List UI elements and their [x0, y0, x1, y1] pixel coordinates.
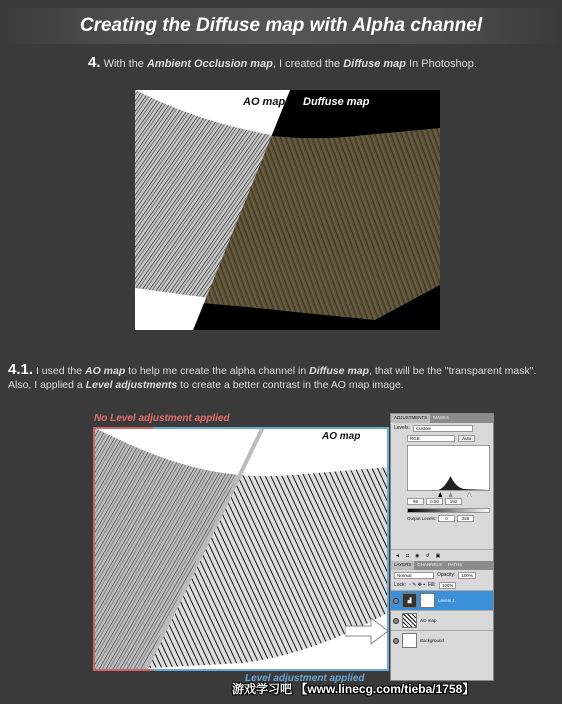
back-icon[interactable]: ◄ — [395, 552, 400, 559]
channel-select[interactable]: RGB — [407, 435, 455, 442]
step41-text-part: I used the — [33, 365, 85, 377]
step41-text-part: to create a better contrast in the AO map image. — [177, 379, 404, 391]
visibility-eye-icon[interactable] — [393, 598, 399, 604]
layer-ao-map[interactable] — [391, 610, 493, 630]
step41-term-diffuse: Diffuse map — [309, 365, 370, 377]
output-black-field[interactable]: 0 — [438, 515, 455, 522]
step4-text — [88, 54, 477, 71]
input-levels-slider[interactable] — [407, 492, 490, 497]
layer-thumb — [402, 633, 417, 648]
levels-histogram — [407, 445, 490, 491]
layers-tabs — [391, 561, 493, 570]
layer-thumb — [402, 613, 417, 628]
photoshop-adjustments-panel — [390, 413, 494, 681]
step41-text — [8, 363, 554, 392]
adjustments-icon-row — [391, 549, 493, 561]
fill-field[interactable]: 100% — [439, 582, 457, 589]
pointer-arrow-icon — [345, 617, 389, 645]
tab-adjustments[interactable]: ADJUSTMENTS — [391, 414, 430, 423]
step41-text-part: , that will be the "transparent mask". Also, I applied a — [8, 365, 537, 391]
input-black-field[interactable]: 99 — [407, 498, 424, 505]
layer-name: Background — [420, 638, 445, 643]
step41-term-ao: AO map — [84, 365, 126, 377]
step4-text-part: , I created the — [272, 58, 344, 70]
step4-term-ao: Ambient Occlusion map — [146, 58, 273, 70]
ao-map-label: AO map — [243, 96, 286, 108]
adjustments-tabs — [391, 414, 493, 423]
no-level-label: No Level adjustment applied — [94, 413, 230, 424]
layer-levels-1[interactable] — [391, 590, 493, 610]
tab-layers[interactable]: LAYERS — [391, 561, 414, 570]
layer-name: AO map — [420, 618, 437, 623]
ao-diffuse-comparison-image — [135, 90, 440, 330]
step4-term-diffuse: Diffuse map — [343, 58, 406, 70]
input-white-field[interactable]: 192 — [445, 498, 462, 505]
clip-icon[interactable]: ◘ — [405, 552, 409, 559]
auto-button[interactable]: Auto — [458, 435, 475, 442]
page-title: Creating the Diffuse map with Alpha channel — [79, 15, 483, 36]
step4-number: 4. — [88, 54, 101, 71]
visibility-eye-icon[interactable] — [393, 638, 399, 644]
visibility-eye-icon[interactable] — [393, 618, 399, 624]
fill-label: Fill: — [428, 582, 436, 588]
title-banner — [0, 8, 562, 44]
levels-adjustment-icon: ▟ — [402, 593, 417, 608]
tab-paths[interactable]: PATHS — [447, 562, 463, 567]
reset-icon[interactable]: ↺ — [425, 552, 430, 559]
input-gamma-field[interactable]: 0.50 — [426, 498, 443, 505]
layer-name: Levels 1 — [438, 598, 455, 603]
eye-icon[interactable]: ◉ — [414, 552, 420, 559]
step4-text-part: In Photoshop. — [406, 58, 477, 70]
tab-channels[interactable]: CHANNELS — [417, 562, 442, 567]
levels-preset-select[interactable]: Custom — [413, 425, 473, 432]
step41-term-levels: Level adjustments — [85, 379, 178, 391]
lock-icons[interactable]: ▫ ✎ ✥ ▪ — [408, 582, 426, 588]
lock-label: Lock: — [394, 582, 406, 588]
blend-mode-select[interactable]: Normal — [394, 572, 434, 579]
output-white-field[interactable]: 255 — [457, 515, 474, 522]
opacity-field[interactable]: 100% — [458, 572, 476, 579]
step41-number: 4.1. — [8, 361, 34, 378]
step4-text-part: With the — [103, 58, 147, 70]
output-levels-label: Output Levels: — [407, 516, 437, 521]
layer-mask-thumb — [420, 593, 435, 608]
step41-text-part: to help me create the alpha channel in — [125, 365, 310, 377]
ao-map-label-2: AO map — [322, 431, 361, 442]
trash-icon[interactable]: ▣ — [435, 552, 441, 559]
levels-label: Levels: — [394, 425, 410, 431]
tab-masks[interactable]: MASKS — [433, 415, 450, 420]
watermark: 游戏学习吧 【www.linecg.com/tieba/1758】 — [232, 682, 475, 696]
level-applied-label: Level adjustment applied — [245, 673, 365, 684]
opacity-label: Opacity: — [437, 572, 456, 578]
diffuse-map-label: Duffuse map — [303, 96, 370, 108]
layer-background[interactable] — [391, 630, 493, 650]
